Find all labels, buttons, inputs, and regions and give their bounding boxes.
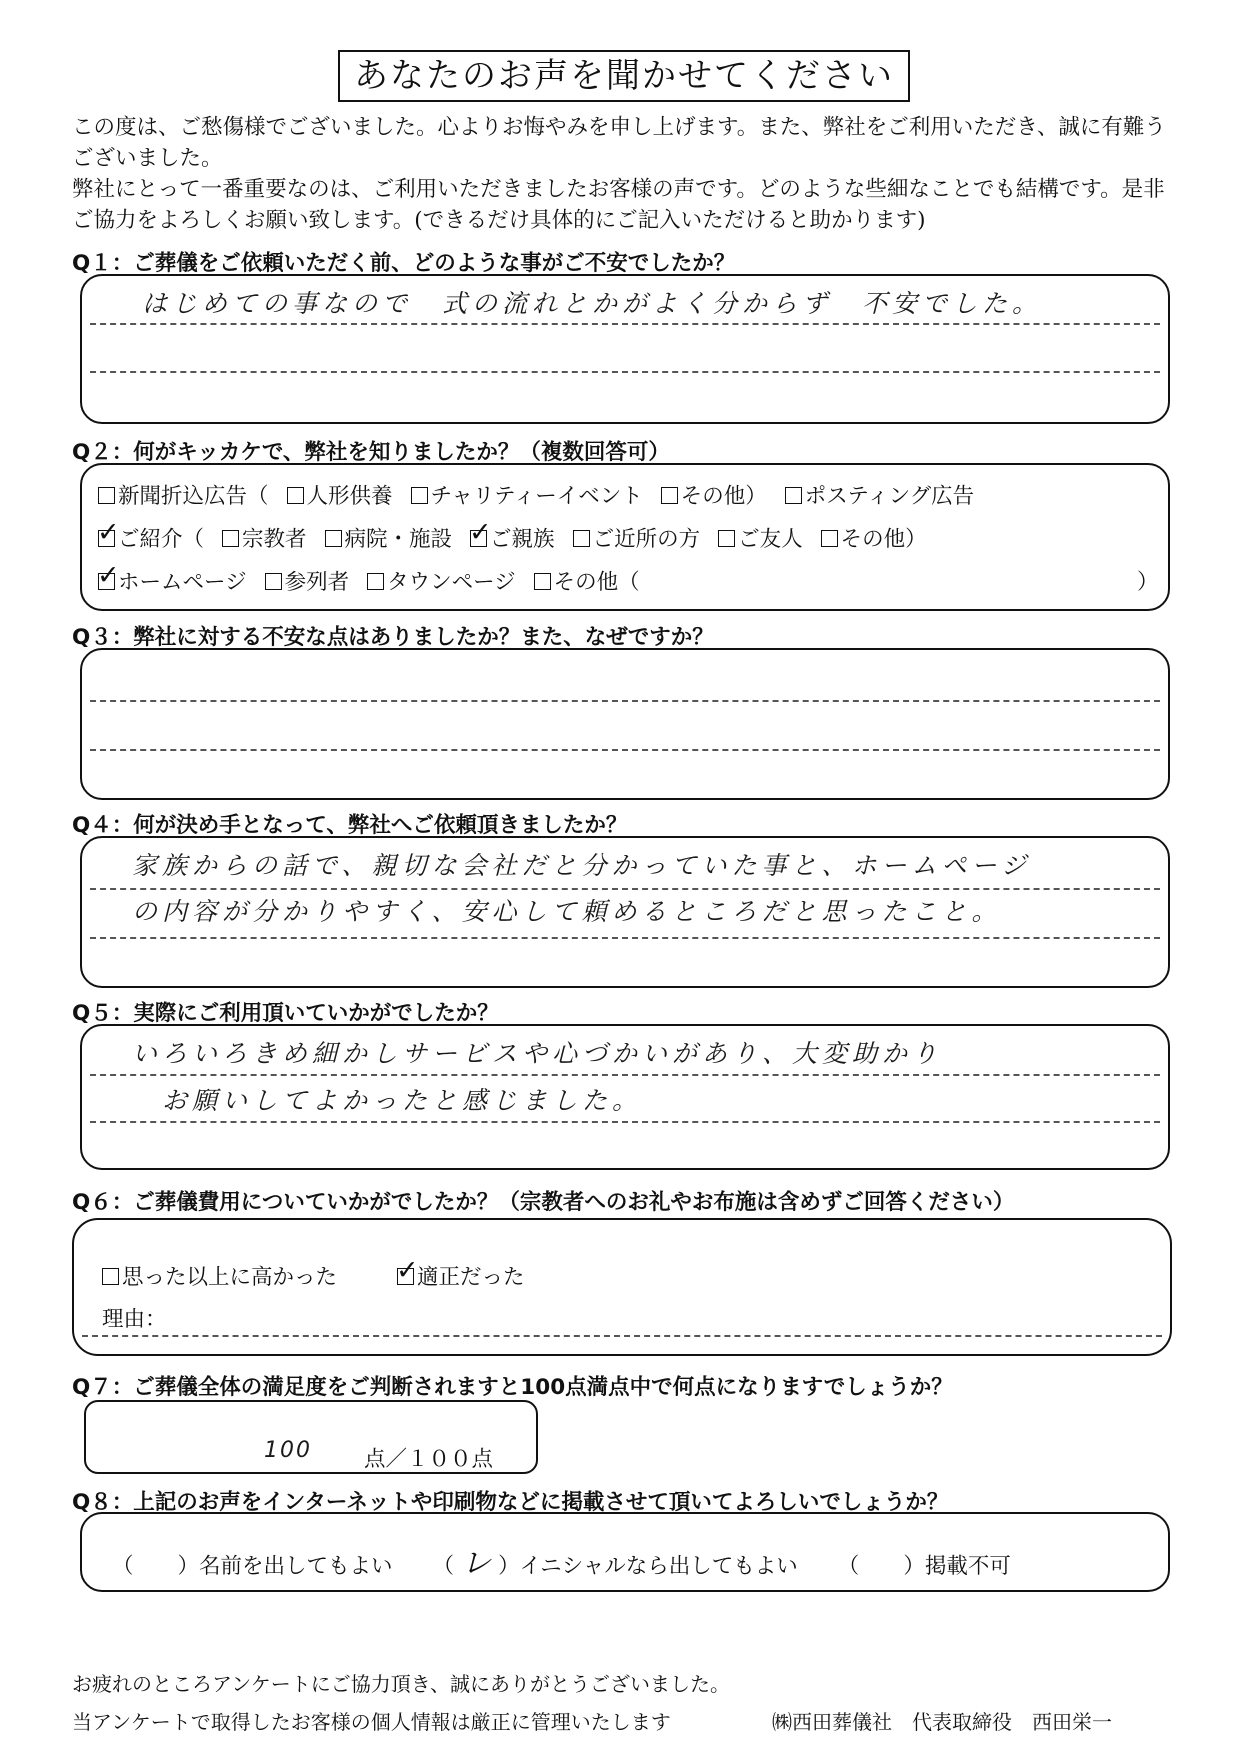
- q2-option[interactable]: [470, 522, 555, 553]
- intro-text: [72, 112, 1182, 236]
- checkbox[interactable]: [98, 487, 115, 504]
- q2-option[interactable]: [287, 479, 393, 510]
- q2-option-label: チャリティーイベント: [430, 484, 643, 509]
- checkbox[interactable]: [573, 530, 590, 547]
- footer-privacy: 当アンケートで取得したお客様の個人情報は厳正に管理いたします: [72, 1710, 671, 1734]
- checkbox[interactable]: [411, 487, 428, 504]
- q4-answer-box[interactable]: [80, 836, 1170, 988]
- q2-option-label: その他）: [680, 484, 767, 509]
- q4-handwritten-answer-1: 家族からの話で、親切な会社だと分かっていた事と、ホームページ: [132, 851, 1032, 880]
- q3-question: Q３：弊社に対する不安な点はありましたか？また、なぜですか？: [72, 625, 714, 650]
- q1-answer-box[interactable]: [80, 274, 1170, 424]
- q2-option[interactable]: [411, 479, 643, 510]
- q7-score-box[interactable]: [84, 1400, 538, 1474]
- q2-option[interactable]: [98, 522, 204, 553]
- q2-options-row-3: [98, 565, 658, 596]
- q5-handwritten-answer-1: いろいろきめ細かしサービスや心づかいがあり、大変助かり: [132, 1039, 943, 1068]
- q2-option-label: その他（: [553, 570, 640, 595]
- q5-handwritten-answer-2: お願いしてよかったと感じました。: [162, 1086, 643, 1115]
- paren: （: [432, 1554, 455, 1579]
- answer-line: [90, 749, 1160, 751]
- q4-handwritten-answer-2: の内容が分かりやすく、安心して頼めるところだと思ったこと。: [132, 897, 1002, 926]
- paren: ）: [498, 1554, 520, 1579]
- q1-question: Q１：ご葬儀をご依頼いただく前、どのような事がご不安でしたか？: [72, 251, 736, 276]
- q8-option-label: イニシャルなら出してもよい: [519, 1554, 798, 1579]
- checked-checkbox[interactable]: [397, 1268, 414, 1285]
- q2-option-label: 人形供養: [306, 484, 393, 509]
- q7-question: Q７：ご葬儀全体の満足度をご判断されますと100点満点中で何点になりますでしょうか？: [72, 1375, 953, 1400]
- checked-checkbox[interactable]: [98, 530, 115, 547]
- q2-option-label: 新聞折込広告（: [118, 484, 269, 509]
- q2-row3-close-paren: ）: [1137, 570, 1159, 595]
- footer-thanks: お疲れのところアンケートにご協力頂き、誠にありがとうございました。: [72, 1672, 730, 1696]
- q4-question: Q４：何が決め手となって、弊社へご依頼頂きましたか？: [72, 813, 628, 838]
- q8-option[interactable]: [112, 1549, 393, 1580]
- checkbox[interactable]: [287, 487, 304, 504]
- q2-option-label: タウンページ: [387, 570, 516, 595]
- answer-line: [90, 937, 1160, 939]
- q8-question: Q８：上記のお声をインターネットや印刷物などに掲載させて頂いてよろしいでしょうか？: [72, 1490, 949, 1515]
- q2-option[interactable]: [785, 479, 974, 510]
- q2-option-label: 宗教者: [242, 527, 307, 552]
- checkbox[interactable]: [821, 530, 838, 547]
- q8-option-label: 名前を出してもよい: [199, 1554, 393, 1579]
- q2-options-box: [80, 463, 1170, 611]
- q2-option-label: 参列者: [284, 570, 350, 595]
- q8-option-label: 掲載不可: [924, 1554, 1011, 1579]
- q5-question: Q５：実際にご利用頂いていかがでしたか？: [72, 1001, 499, 1026]
- page-title: あなたのお声を聞かせてください: [338, 50, 910, 102]
- q2-options-row-1: [98, 479, 992, 510]
- q8-option[interactable]: [838, 1549, 1011, 1580]
- intro-paragraph-2: 弊社にとって一番重要なのは、ご利用いただきましたお客様の声です。どのような些細なことでも結構です。是非ご協力をよろしくお願い致します。(できるだけ具体的にご記入いただけると助かります): [72, 177, 1165, 233]
- q6-option-label: 適正だった: [417, 1265, 525, 1290]
- checkbox[interactable]: [325, 530, 342, 547]
- q8-box: [80, 1512, 1170, 1592]
- q2-option[interactable]: [98, 479, 269, 510]
- q8-mark: レ: [461, 1546, 492, 1581]
- checkbox[interactable]: [367, 573, 384, 590]
- q2-option-label: ご友人: [738, 527, 803, 552]
- answer-line: [90, 371, 1160, 373]
- q2-option[interactable]: [98, 565, 247, 596]
- answer-line: [90, 700, 1160, 702]
- q8-option[interactable]: [433, 1538, 798, 1582]
- q6-options: [102, 1260, 543, 1291]
- q2-option-label: ご近所の方: [592, 527, 701, 552]
- checkbox[interactable]: [661, 487, 678, 504]
- q2-option[interactable]: [367, 565, 516, 596]
- q6-reason-label: 理由：: [102, 1307, 167, 1332]
- q2-option[interactable]: [821, 522, 927, 553]
- checkbox[interactable]: [222, 530, 239, 547]
- q2-option[interactable]: [573, 522, 701, 553]
- q6-option[interactable]: [102, 1260, 337, 1291]
- q2-option-label: 病院・施設: [344, 527, 453, 552]
- footer-company: ㈱西田葬儀社 代表取締役 西田栄一: [772, 1710, 1112, 1734]
- q6-question: Q６：ご葬儀費用についていかがでしたか？（宗教者へのお礼やお布施は含めずご回答ください）: [72, 1190, 1015, 1215]
- q2-option-label: ご親族: [490, 527, 555, 552]
- checkbox[interactable]: [785, 487, 802, 504]
- checkbox[interactable]: [102, 1268, 119, 1285]
- checked-checkbox[interactable]: [470, 530, 487, 547]
- q6-box: [72, 1218, 1172, 1356]
- q2-option-label: ホームページ: [118, 570, 247, 595]
- q3-answer-box[interactable]: [80, 648, 1170, 800]
- q2-option-label: ご紹介（: [118, 527, 205, 552]
- paren: （: [112, 1554, 134, 1579]
- q2-option[interactable]: [661, 479, 767, 510]
- q2-option[interactable]: [222, 522, 307, 553]
- q6-option[interactable]: [397, 1260, 525, 1291]
- answer-line: [90, 888, 1160, 890]
- q2-option[interactable]: [534, 565, 640, 596]
- checkbox[interactable]: [534, 573, 551, 590]
- q8-options: [112, 1538, 1051, 1582]
- q1-handwritten-answer-1: はじめての事なので 式の流れとかがよく分からず 不安でした。: [142, 289, 1043, 318]
- answer-line: [90, 1074, 1160, 1076]
- q2-option-label: ポスティング広告: [804, 484, 975, 509]
- paren: ）: [903, 1554, 925, 1579]
- q2-question: Q２：何がキッカケで、弊社を知りましたか？（複数回答可）: [72, 440, 670, 465]
- paren: （: [837, 1554, 860, 1579]
- answer-line: [90, 323, 1160, 325]
- checked-checkbox[interactable]: [98, 573, 115, 590]
- answer-line: [90, 1121, 1160, 1123]
- checkbox[interactable]: [718, 530, 735, 547]
- q2-option[interactable]: [325, 522, 453, 553]
- q7-score-suffix: 点／１００点: [364, 1447, 494, 1472]
- q2-option[interactable]: [718, 522, 803, 553]
- q7-score-value: 100: [264, 1438, 312, 1463]
- q2-option[interactable]: [265, 565, 350, 596]
- checkbox[interactable]: [265, 573, 282, 590]
- q2-option-label: その他）: [840, 527, 927, 552]
- intro-paragraph-1: この度は、ご愁傷様でございました。心よりお悔やみを申し上げます。また、弊社をご利用いただき、誠に有難うございました。: [72, 115, 1166, 171]
- q5-answer-box[interactable]: [80, 1024, 1170, 1170]
- q6-option-label: 思った以上に高かった: [122, 1265, 338, 1290]
- paren: ）: [177, 1554, 200, 1579]
- q2-options-row-2: [98, 522, 945, 553]
- reason-line: [82, 1335, 1162, 1337]
